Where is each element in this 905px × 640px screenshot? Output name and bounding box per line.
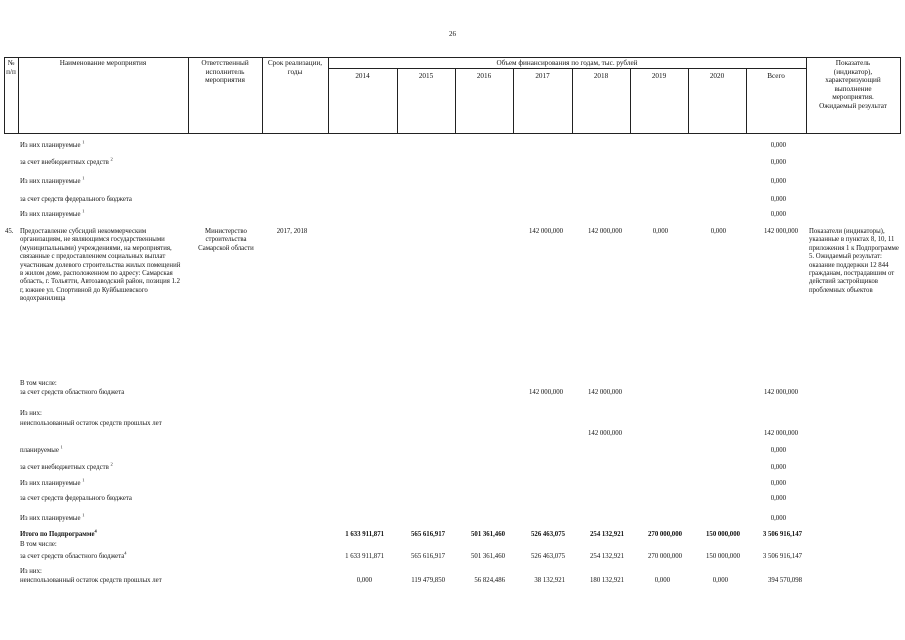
item-responsible: Министерство строительства Самарской области	[198, 228, 254, 252]
itogo-2017: 526 463,075	[531, 531, 565, 538]
row-total: 0,000	[770, 178, 786, 185]
oblast-2017: 526 463,075	[531, 553, 565, 560]
header-year-2018: 2018	[593, 72, 609, 80]
itogo-label: Итого по Подпрограмме$^4$	[20, 528, 97, 538]
row-total: 142 000,000	[764, 430, 798, 437]
unused-2020: 0,000	[712, 577, 728, 584]
itogo-2016: 501 361,460	[471, 531, 505, 538]
itogo-2018: 254 132,921	[590, 531, 624, 538]
header-term: Срок реализации, годы	[267, 59, 323, 76]
oblast-2015: 565 616,917	[411, 553, 445, 560]
unused-2018: 180 132,921	[590, 577, 624, 584]
header-total: Всего	[767, 72, 785, 80]
row-total: 0,000	[770, 142, 786, 149]
oblast-total: 3 506 916,147	[762, 553, 802, 560]
oblast-2014: 1 633 911,871	[345, 553, 384, 560]
sub-heading: Из них:	[20, 410, 42, 417]
itogo-2015: 565 616,917	[411, 531, 445, 538]
row-total: 0,000	[770, 464, 786, 471]
row-label: за счет средств федерального бюджета	[20, 196, 132, 203]
row-label: Из них планируемые $^1$	[20, 208, 85, 218]
row-value: 142 000,000	[588, 389, 622, 396]
page-number: 26	[449, 30, 456, 38]
item-name: Предоставление субсидий некоммерческим организациям, не являющимся государственными (муниципальными) учреждениями, на мероприятия, связанные с предоставлением социальных выплат участникам долевого строительства жилых помещений в жилом доме, расположенном по адресу: Самарская область, г. Тольятти, Автозаводский район, позиция 1.2 г, южнее ул. Спортивной до Куйбышевского водохранилища	[20, 228, 181, 303]
item-2018: 142 000,000	[588, 228, 622, 235]
row-total: 0,000	[770, 495, 786, 502]
unused-total: 394 570,098	[768, 577, 802, 584]
row-total: 0,000	[770, 515, 786, 522]
item-indicator: Показатели (индикаторы), указанные в пунктах 8, 10, 11 приложения 1 к Подпрограмме 5. Ожидаемый результат: оказание поддержки 12 844 гражданам, пострадавшим от действий застройщиков проблемных объектов	[809, 228, 899, 294]
row-total: 0,000	[770, 159, 786, 166]
unused-2016: 56 824,486	[474, 577, 505, 584]
item-number: 45.	[5, 228, 14, 235]
oblast-2019: 270 000,000	[648, 553, 682, 560]
header-year-2014: 2014	[355, 72, 370, 80]
row-label: Из них планируемые $^1$	[20, 512, 85, 522]
itogo-total: 3 506 916,147	[762, 531, 802, 538]
header-name: Наименование мероприятия	[59, 59, 147, 67]
itogo-2014: 1 633 911,871	[345, 531, 384, 538]
row-value: 142 000,000	[529, 389, 563, 396]
header-funding: Объем финансирования по годам, тыс. рублей	[496, 59, 638, 67]
item-total: 142 000,000	[764, 228, 798, 235]
item-2020: 0,000	[710, 228, 726, 235]
row-total: 0,000	[770, 447, 786, 454]
item-2017: 142 000,000	[529, 228, 563, 235]
item-2019: 0,000	[652, 228, 668, 235]
header-year-2016: 2016	[476, 72, 492, 80]
table-header	[0, 57, 905, 134]
unused-2015: 119 479,850	[411, 577, 445, 584]
header-responsible: Ответственный исполнитель мероприятия	[201, 59, 249, 85]
row-label: планируемые $^1$	[20, 444, 63, 454]
sub-heading: В том числе:	[20, 541, 57, 548]
sub-heading: В том числе:	[20, 380, 57, 387]
oblast-2020: 150 000,000	[706, 553, 740, 560]
header-year-2020: 2020	[709, 72, 725, 80]
row-label: за счет внебюджетных средств $^2$	[20, 156, 113, 166]
oblast-2016: 501 361,460	[471, 553, 505, 560]
row-total: 0,000	[770, 196, 786, 203]
itogo-2019: 270 000,000	[648, 531, 682, 538]
unused-label: неиспользованный остаток средств прошлых лет	[20, 577, 162, 584]
row-label: Из них планируемые $^1$	[20, 175, 85, 185]
header-indicator: Показатель (индикатор), характеризующий выполнение мероприятия. Ожидаемый результат	[819, 59, 887, 110]
row-total: 0,000	[770, 211, 786, 218]
itogo-2020: 150 000,000	[706, 531, 740, 538]
row-label: Из них планируемые $^1$	[20, 139, 85, 149]
unused-2019: 0,000	[654, 577, 670, 584]
oblast-2018: 254 132,921	[590, 553, 624, 560]
oblast-label: за счет средств областного бюджета$^4$	[20, 550, 127, 560]
item-term: 2017, 2018	[276, 228, 308, 235]
row-label: за счет средств областного бюджета	[20, 389, 125, 396]
sub-heading: Из них:	[20, 568, 42, 575]
header-year-2015: 2015	[418, 72, 434, 80]
unused-2017: 38 132,921	[534, 577, 565, 584]
row-label: Из них планируемые $^1$	[20, 477, 85, 487]
header-year-2019: 2019	[651, 72, 667, 80]
row-total: 142 000,000	[764, 389, 798, 396]
header-num: № п/п	[6, 59, 16, 76]
row-total: 0,000	[770, 480, 786, 487]
unused-2014: 0,000	[356, 577, 372, 584]
row-value: 142 000,000	[588, 430, 622, 437]
header-year-2017: 2017	[535, 72, 550, 80]
row-label: неиспользованный остаток средств прошлых лет	[20, 420, 162, 427]
row-label: за счет внебюджетных средств $^2$	[20, 461, 113, 471]
row-label: за счет средств федерального бюджета	[20, 495, 132, 502]
